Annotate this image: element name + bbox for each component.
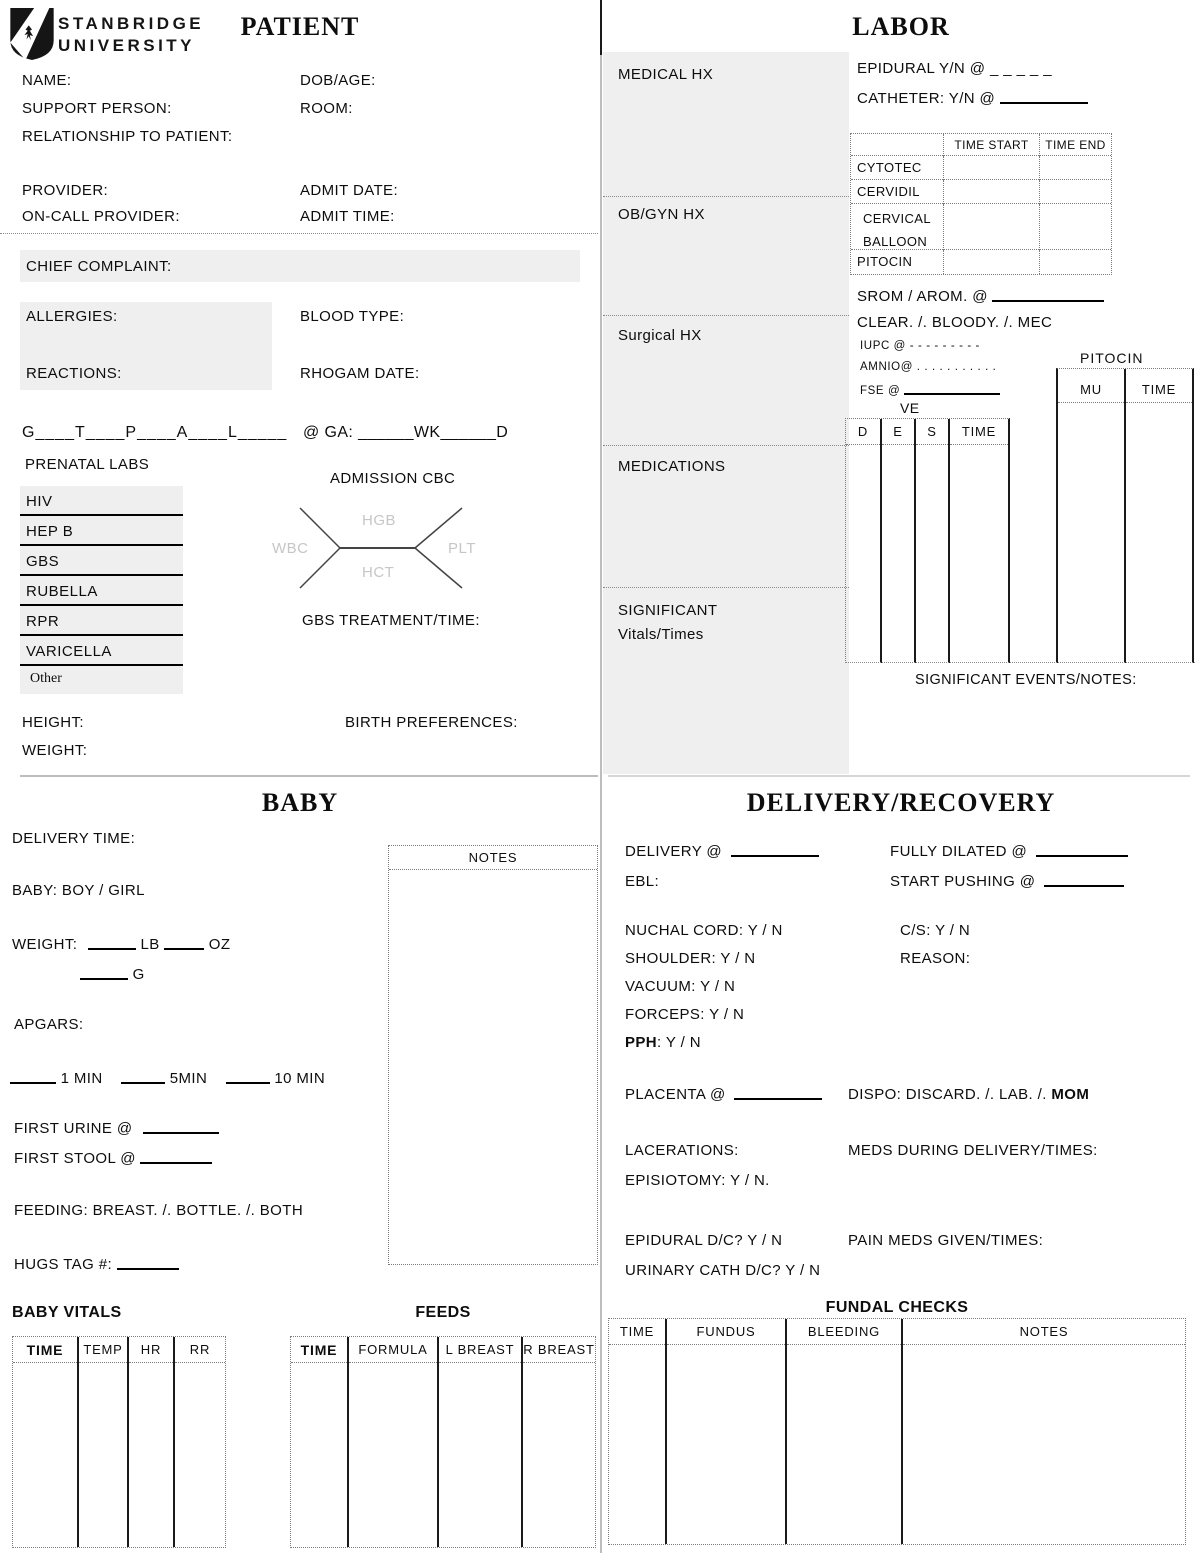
sidebar-divider <box>603 445 849 446</box>
start-pushing-blank <box>1044 874 1124 887</box>
admit-time-label: ADMIT TIME: <box>300 208 395 225</box>
feeds-table <box>290 1336 596 1548</box>
obgyn-hx-label: OB/GYN HX <box>618 206 705 223</box>
pph-line: PPH: Y / N <box>625 1034 701 1051</box>
provider-label: PROVIDER: <box>22 182 109 199</box>
apgar-5min-label: 5MIN <box>169 1070 208 1087</box>
amnio-blank: . . . . . . . . . . . <box>916 361 997 373</box>
cbc-plt-label: PLT <box>448 540 476 557</box>
baby-vitals-title: BABY VITALS <box>12 1304 122 1321</box>
patient-section-title: PATIENT <box>240 12 360 41</box>
vitals-rr-header: RR <box>175 1337 225 1363</box>
baby-notes-box <box>388 845 598 1265</box>
epidural-dc-line: EPIDURAL D/C? Y / N <box>625 1232 783 1249</box>
hugs-tag-label: HUGS TAG #: <box>14 1256 113 1273</box>
induction-row-label: PITOCIN <box>857 254 913 269</box>
relationship-label: RELATIONSHIP TO PATIENT: <box>22 128 233 145</box>
time-start-header: TIME START <box>943 134 1039 156</box>
delivery-at-label: DELIVERY @ <box>625 843 723 860</box>
nuchal-cord-line: NUCHAL CORD: Y / N <box>625 922 783 939</box>
delivery-time-label: DELIVERY TIME: <box>12 830 136 847</box>
prenatal-labs-box <box>20 486 183 694</box>
weight-label: WEIGHT: <box>22 742 88 759</box>
lab-row: HIV <box>20 486 183 516</box>
amnio-label: AMNIO@ <box>860 361 913 373</box>
baby-weight-grams-line <box>12 966 145 984</box>
feeding-line: FEEDING: BREAST. /. BOTTLE. /. BOTH <box>14 1202 304 1219</box>
allergies-label: ALLERGIES: <box>26 308 118 325</box>
fully-dilated-line <box>890 843 1128 861</box>
apgar-1min-label: 1 MIN <box>60 1070 103 1087</box>
fse-label: FSE @ <box>860 385 901 397</box>
oncall-provider-label: ON-CALL PROVIDER: <box>22 208 180 225</box>
fundal-fundus-header: FUNDUS <box>667 1319 785 1345</box>
iupc-label: IUPC @ <box>860 340 906 352</box>
hugs-tag-blank <box>117 1257 179 1270</box>
ve-header-s: S <box>916 419 948 445</box>
delivery-at-blank <box>731 844 819 857</box>
significant-events-label: SIGNIFICANT EVENTS/NOTES: <box>915 672 1137 688</box>
episiotomy-line: EPISIOTOMY: Y / N. <box>625 1172 770 1189</box>
catheter-line <box>857 90 1088 108</box>
srom-label: SROM / AROM. @ <box>857 288 988 305</box>
dispo-line: DISPO: DISCARD. /. LAB. /. MOM <box>848 1086 1090 1103</box>
iupc-blank: - - - - - - - - - <box>909 340 980 352</box>
labor-tables-bottom-line <box>845 662 1195 663</box>
induction-row-label: CERVIDIL <box>851 180 943 204</box>
ve-header-e: E <box>882 419 914 445</box>
fluid-line: CLEAR. /. BLOODY. /. MEC <box>857 314 1053 331</box>
epidural-blank: _ _ _ _ _ <box>989 60 1052 77</box>
university-shield-logo <box>10 8 54 60</box>
time-end-header: TIME END <box>1039 134 1111 156</box>
delivery-section-title: DELIVERY/RECOVERY <box>746 788 1056 817</box>
fully-dilated-label: FULLY DILATED @ <box>890 843 1028 860</box>
admit-date-label: ADMIT DATE: <box>300 182 399 199</box>
apgars-label: APGARS: <box>14 1016 84 1033</box>
admission-cbc-title: ADMISSION CBC <box>330 470 456 487</box>
lb-label: LB <box>140 936 160 953</box>
prenatal-labs-label: PRENATAL LABS <box>25 456 150 473</box>
fully-dilated-blank <box>1036 844 1128 857</box>
pitocin-table-title: PITOCIN <box>1080 350 1144 366</box>
significant-vitals-label-1: SIGNIFICANT <box>618 602 718 619</box>
sidebar-divider <box>603 315 849 316</box>
fundal-bleeding-header: BLEEDING <box>787 1319 901 1345</box>
baby-notes-title: NOTES <box>389 846 597 870</box>
induction-row-label: CERVICAL BALLOON <box>851 204 943 250</box>
weight-label: WEIGHT: <box>12 936 78 953</box>
oz-label: OZ <box>208 936 231 953</box>
reactions-label: REACTIONS: <box>26 365 122 382</box>
blood-type-label: BLOOD TYPE: <box>300 308 405 325</box>
chief-complaint-label: CHIEF COMPLAINT: <box>26 258 172 275</box>
forceps-line: FORCEPS: Y / N <box>625 1006 745 1023</box>
catheter-label: CATHETER: Y/N @ <box>857 90 996 107</box>
urinary-cath-line: URINARY CATH D/C? Y / N <box>625 1262 821 1279</box>
feeds-title: FEEDS <box>415 1304 471 1321</box>
epidural-label: EPIDURAL Y/N @ <box>857 60 986 77</box>
room-label: ROOM: <box>300 100 353 117</box>
fse-blank <box>904 382 1000 395</box>
induction-table <box>850 133 1112 275</box>
vitals-time-header: TIME <box>13 1337 77 1363</box>
iupc-line <box>860 340 980 354</box>
start-pushing-label: START PUSHING @ <box>890 873 1036 890</box>
lab-row: RUBELLA <box>20 576 183 606</box>
height-label: HEIGHT: <box>22 714 84 731</box>
cbc-hct-label: HCT <box>362 564 395 581</box>
feeds-formula-header: FORMULA <box>349 1337 437 1363</box>
vacuum-line: VACUUM: Y / N <box>625 978 736 995</box>
pitocin-header-time: TIME <box>1126 369 1192 403</box>
fundal-checks-title: FUNDAL CHECKS <box>825 1299 969 1316</box>
lab-row: HEP B <box>20 516 183 546</box>
pitocin-header-mu: MU <box>1058 369 1124 403</box>
srom-line <box>857 288 1104 306</box>
lacerations-label: LACERATIONS: <box>625 1142 739 1159</box>
medications-label: MEDICATIONS <box>618 458 726 475</box>
ga-line: @ GA: ______WK______D <box>303 424 509 441</box>
feeds-lbreast-header: L BREAST <box>439 1337 521 1363</box>
horizontal-divider-right <box>608 775 1190 777</box>
gtpal-line: G____T____P____A____L_____ <box>22 424 288 441</box>
ve-header-d: D <box>846 419 880 445</box>
fundal-checks-table <box>608 1318 1186 1545</box>
ve-table <box>845 418 1010 663</box>
cs-line: C/S: Y / N <box>900 922 971 939</box>
baby-weight-line <box>12 936 230 954</box>
hugs-tag-line <box>14 1256 179 1274</box>
vitals-temp-header: TEMP <box>79 1337 127 1363</box>
vertical-divider <box>600 0 602 1553</box>
surgical-hx-label: Surgical HX <box>618 327 702 344</box>
placenta-label: PLACENTA @ <box>625 1086 726 1103</box>
ebl-label: EBL: <box>625 873 660 890</box>
name-label: NAME: <box>22 72 72 89</box>
placenta-line <box>625 1086 822 1104</box>
first-stool-line <box>14 1150 212 1168</box>
reason-label: REASON: <box>900 950 971 967</box>
patient-section-divider <box>0 233 598 234</box>
first-urine-blank <box>143 1121 219 1134</box>
lab-row: GBS <box>20 546 183 576</box>
rhogam-date-label: RHOGAM DATE: <box>300 365 420 382</box>
fse-line <box>860 382 1000 399</box>
first-urine-label: FIRST URINE @ <box>14 1120 133 1137</box>
lab-row-other: Other <box>30 671 62 686</box>
significant-vitals-label-2: Vitals/Times <box>618 626 704 643</box>
weight-lb-blank <box>88 937 136 950</box>
baby-section-title: BABY <box>261 788 339 817</box>
delivery-at-line <box>625 843 819 861</box>
lab-row: VARICELLA <box>20 636 183 666</box>
ve-header-time: TIME <box>950 419 1008 445</box>
birth-preferences-label: BIRTH PREFERENCES: <box>345 714 518 731</box>
sidebar-divider <box>603 196 849 197</box>
horizontal-divider-left <box>20 775 598 777</box>
gbs-treatment-label: GBS TREATMENT/TIME: <box>302 612 480 629</box>
amnio-line <box>860 361 996 375</box>
pph-label: PPH <box>625 1034 658 1051</box>
dob-age-label: DOB/AGE: <box>300 72 376 89</box>
lab-row: RPR <box>20 606 183 636</box>
weight-g-blank <box>80 967 128 980</box>
g-label: G <box>132 966 145 983</box>
first-stool-label: FIRST STOOL @ <box>14 1150 136 1167</box>
labor-section-title: LABOR <box>852 12 950 41</box>
logo-line2: UNIVERSITY <box>58 35 196 55</box>
logo-line1: STANBRIDGE <box>58 14 205 33</box>
first-urine-line <box>14 1120 219 1138</box>
pain-meds-label: PAIN MEDS GIVEN/TIMES: <box>848 1232 1044 1249</box>
cbc-wbc-label: WBC <box>272 540 309 557</box>
fundal-time-header: TIME <box>609 1319 665 1345</box>
apgar-line <box>10 1070 325 1088</box>
catheter-blank <box>1000 91 1088 104</box>
induction-row-label: CYTOTEC <box>851 156 943 180</box>
meds-during-delivery-label: MEDS DURING DELIVERY/TIMES: <box>848 1142 1098 1159</box>
feeds-time-header: TIME <box>291 1337 347 1363</box>
start-pushing-line <box>890 873 1124 891</box>
srom-blank <box>992 289 1104 302</box>
vitals-hr-header: HR <box>129 1337 173 1363</box>
feeds-rbreast-header: R BREAST <box>523 1337 595 1363</box>
baby-sex-line: BABY: BOY / GIRL <box>12 882 145 899</box>
support-person-label: SUPPORT PERSON: <box>22 100 172 117</box>
sidebar-divider <box>603 587 849 588</box>
fundal-notes-header: NOTES <box>903 1319 1185 1345</box>
induction-corner-cell <box>851 134 943 156</box>
baby-vitals-table <box>12 1336 226 1548</box>
ve-table-title: VE <box>900 400 920 416</box>
labor-sidebar <box>603 52 849 774</box>
first-stool-blank <box>140 1151 212 1164</box>
dispo-mom-label: MOM <box>1051 1086 1090 1103</box>
cbc-hgb-label: HGB <box>362 512 397 529</box>
epidural-line <box>857 60 1052 78</box>
weight-oz-blank <box>164 937 204 950</box>
placenta-blank <box>734 1087 822 1100</box>
pitocin-table <box>1056 368 1194 663</box>
medical-hx-label: MEDICAL HX <box>618 66 714 83</box>
apgar-10min-label: 10 MIN <box>274 1070 326 1087</box>
shoulder-line: SHOULDER: Y / N <box>625 950 756 967</box>
